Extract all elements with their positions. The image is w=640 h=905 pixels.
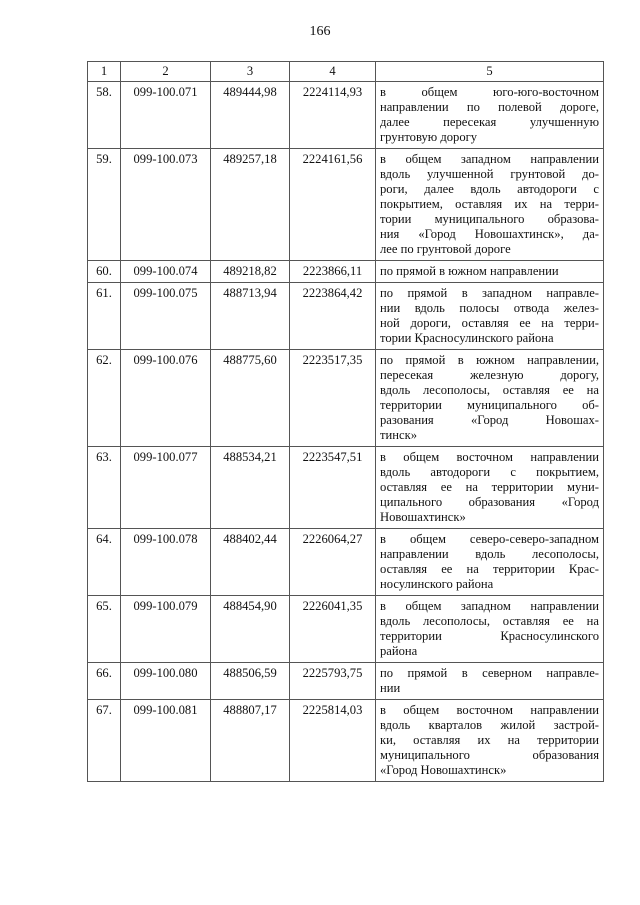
point-code: 099-100.080 [121, 663, 211, 700]
description-line: ки, оставляя их на территории [380, 733, 599, 747]
coordinate-y: 2225793,75 [290, 663, 376, 700]
description-line: направлении по полевой дороге, [380, 100, 599, 114]
description-line: вдоль автодороги с покрытием, [380, 465, 599, 479]
boundary-description [376, 700, 604, 782]
description-line: тории муниципального образова- [380, 212, 599, 226]
row-number: 67. [88, 700, 121, 782]
coordinate-x: 488402,44 [211, 529, 290, 596]
description-line: вдоль улучшенной грунтовой до- [380, 167, 599, 181]
coordinate-x: 488713,94 [211, 283, 290, 350]
description-line: вдоль кварталов жилой застрой- [380, 718, 599, 732]
row-number: 65. [88, 596, 121, 663]
coordinate-x: 488534,21 [211, 447, 290, 529]
point-code: 099-100.073 [121, 149, 211, 261]
description-line: грунтовую дорогу [380, 130, 478, 144]
description-line: в общем западном направлении [380, 152, 599, 166]
coordinate-y: 2224161,56 [290, 149, 376, 261]
description-line: по прямой в южном направлении, [380, 353, 599, 367]
description-line: роги, далее вдоль автодороги с [380, 182, 599, 196]
coordinate-y: 2225814,03 [290, 700, 376, 782]
coordinate-x: 488454,90 [211, 596, 290, 663]
description-line: в общем северо-северо-западном [380, 532, 599, 546]
table-row [88, 596, 604, 663]
description-line: территории Красносулинского [380, 629, 599, 643]
description-line: ципального образования «Город [380, 495, 599, 509]
table-row [88, 700, 604, 782]
table-row [88, 350, 604, 447]
table-row [88, 663, 604, 700]
header-cell-4: 4 [290, 62, 376, 82]
table-row [88, 82, 604, 149]
boundary-description [376, 149, 604, 261]
description-line: нии вдоль полосы отвода желез- [380, 301, 599, 315]
description-line: «Город Новошахтинск» [380, 763, 507, 777]
header-cell-2: 2 [121, 62, 211, 82]
coordinate-x: 489257,18 [211, 149, 290, 261]
header-cell-3: 3 [211, 62, 290, 82]
point-code: 099-100.071 [121, 82, 211, 149]
description-line: ной дороги, оставляя ее на терри- [380, 316, 599, 330]
description-line: территории муниципального об- [380, 398, 599, 412]
row-number: 66. [88, 663, 121, 700]
row-number: 61. [88, 283, 121, 350]
description-line: по прямой в южном направлении [380, 264, 559, 278]
description-line: по прямой в северном направле- [380, 666, 599, 680]
description-line: пересекая железную дорогу, [380, 368, 599, 382]
description-line: Новошахтинск» [380, 510, 466, 524]
header-cell-5: 5 [376, 62, 604, 82]
row-number: 59. [88, 149, 121, 261]
description-line: района [380, 644, 418, 658]
description-line: тинск» [380, 428, 417, 442]
table-row [88, 283, 604, 350]
description-line: лее по грунтовой дороге [380, 242, 511, 256]
description-line: носулинского района [380, 577, 494, 591]
boundary-description [376, 529, 604, 596]
row-number: 63. [88, 447, 121, 529]
coordinate-x: 489218,82 [211, 261, 290, 283]
coordinate-x: 488775,60 [211, 350, 290, 447]
table-row [88, 149, 604, 261]
description-line: далее пересекая улучшенную [380, 115, 599, 129]
table-header-row [88, 62, 604, 82]
point-code: 099-100.075 [121, 283, 211, 350]
coordinate-x: 488506,59 [211, 663, 290, 700]
point-code: 099-100.081 [121, 700, 211, 782]
boundary-description [376, 663, 604, 700]
table-row [88, 529, 604, 596]
row-number: 64. [88, 529, 121, 596]
point-code: 099-100.077 [121, 447, 211, 529]
coordinate-x: 488807,17 [211, 700, 290, 782]
description-line: в общем восточном направлении [380, 450, 599, 464]
row-number: 62. [88, 350, 121, 447]
point-code: 099-100.076 [121, 350, 211, 447]
coordinate-y: 2224114,93 [290, 82, 376, 149]
coordinate-y: 2223866,11 [290, 261, 376, 283]
point-code: 099-100.079 [121, 596, 211, 663]
coordinate-y: 2223864,42 [290, 283, 376, 350]
description-line: по прямой в западном направле- [380, 286, 599, 300]
coordinate-y: 2223547,51 [290, 447, 376, 529]
description-line: направлении вдоль лесополосы, [380, 547, 599, 561]
point-code: 099-100.078 [121, 529, 211, 596]
description-line: в общем юго-юго-восточном [380, 85, 599, 99]
description-line: разования «Город Новошах- [380, 413, 599, 427]
row-number: 60. [88, 261, 121, 283]
description-line: нии [380, 681, 401, 695]
description-line: вдоль лесополосы, оставляя ее на [380, 614, 599, 628]
boundary-description [376, 596, 604, 663]
description-line: оставляя ее на территории муни- [380, 480, 599, 494]
boundary-description [376, 350, 604, 447]
description-line: вдоль лесополосы, оставляя ее на [380, 383, 599, 397]
coordinate-y: 2226041,35 [290, 596, 376, 663]
description-line: в общем западном направлении [380, 599, 599, 613]
point-code: 099-100.074 [121, 261, 211, 283]
coordinate-x: 489444,98 [211, 82, 290, 149]
boundary-description [376, 447, 604, 529]
row-number: 58. [88, 82, 121, 149]
table-row [88, 447, 604, 529]
table-row [88, 261, 604, 283]
description-line: оставляя ее на территории Крас- [380, 562, 599, 576]
coordinate-y: 2223517,35 [290, 350, 376, 447]
description-line: покрытием, оставляя их на терри- [380, 197, 599, 211]
coordinate-y: 2226064,27 [290, 529, 376, 596]
header-cell-1: 1 [88, 62, 121, 82]
description-line: тории Красносулинского района [380, 331, 554, 345]
boundary-description [376, 82, 604, 149]
description-line: ния «Город Новошахтинск», да- [380, 227, 599, 241]
boundary-description [376, 283, 604, 350]
description-line: в общем восточном направлении [380, 703, 599, 717]
description-line: муниципального образования [380, 748, 599, 762]
boundary-description [376, 261, 604, 283]
boundary-table [87, 61, 604, 782]
page-number: 166 [309, 24, 331, 39]
